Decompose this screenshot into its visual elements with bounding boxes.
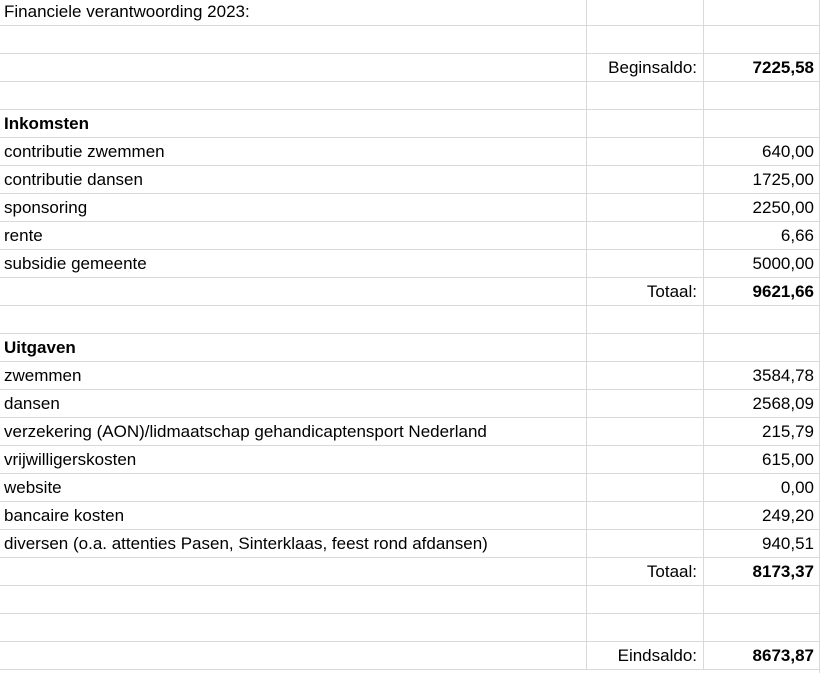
sheet-row [0, 250, 820, 278]
sheet-row [0, 54, 820, 82]
col-b-cell[interactable] [586, 474, 703, 501]
col-a-cell[interactable] [0, 614, 586, 641]
col-a-cell[interactable]: diversen (o.a. attenties Pasen, Sinterklaas, feest rond afdansen) [4, 534, 488, 553]
col-c-cell[interactable]: 8673,87 [703, 642, 819, 669]
col-a-cell[interactable]: subsidie gemeente [4, 254, 147, 273]
col-a-cell[interactable] [0, 642, 586, 669]
col-c-cell[interactable]: 8173,37 [703, 558, 819, 585]
sheet-row [0, 586, 820, 614]
col-b-cell[interactable] [586, 586, 703, 613]
col-a-cell[interactable] [0, 586, 586, 613]
col-c-cell[interactable]: 5000,00 [703, 250, 819, 277]
col-c-cell[interactable] [703, 586, 819, 613]
sheet-row [0, 306, 820, 334]
col-c-cell[interactable]: 7225,58 [703, 54, 819, 81]
col-b-cell[interactable] [586, 530, 703, 557]
col-c-cell[interactable]: 249,20 [703, 502, 819, 529]
sheet-row [0, 362, 820, 390]
col-c-cell[interactable]: 940,51 [703, 530, 819, 557]
col-b-cell[interactable]: Eindsaldo: [586, 642, 703, 669]
col-a-cell[interactable]: rente [4, 226, 43, 245]
col-a-cell[interactable]: contributie zwemmen [4, 142, 165, 161]
col-c-cell[interactable] [703, 306, 819, 333]
col-c-cell[interactable]: 0,00 [703, 474, 819, 501]
sheet-row [0, 278, 820, 306]
col-a-cell[interactable]: verzekering (AON)/lidmaatschap gehandicaptensport Nederland [4, 422, 487, 441]
sheet-row [0, 530, 820, 558]
col-b-cell[interactable] [586, 82, 703, 109]
col-a-cell[interactable]: zwemmen [4, 366, 82, 385]
sheet-row [0, 502, 820, 530]
sheet-row [0, 222, 820, 250]
col-a-cell[interactable] [0, 54, 586, 81]
col-a-cell[interactable]: contributie dansen [4, 170, 143, 189]
col-c-cell[interactable]: 9621,66 [703, 278, 819, 305]
col-a-cell[interactable] [0, 82, 586, 109]
sheet-row [0, 642, 820, 670]
col-c-cell[interactable]: 1725,00 [703, 166, 819, 193]
col-a-cell[interactable]: dansen [4, 394, 60, 413]
col-b-cell[interactable] [586, 26, 703, 53]
col-c-cell[interactable]: 6,66 [703, 222, 819, 249]
col-c-cell[interactable] [703, 334, 819, 361]
col-a-cell[interactable] [0, 26, 586, 53]
sheet-row [0, 418, 820, 446]
col-a-cell[interactable]: bancaire kosten [4, 506, 125, 525]
col-b-cell[interactable] [586, 418, 703, 445]
col-c-cell[interactable] [703, 110, 819, 137]
col-a-cell[interactable]: Financiele verantwoording 2023: [4, 2, 250, 21]
col-c-cell[interactable]: 215,79 [703, 418, 819, 445]
col-c-cell[interactable] [703, 26, 819, 53]
col-b-cell[interactable] [586, 138, 703, 165]
sheet-row [0, 390, 820, 418]
col-b-cell[interactable]: Totaal: [586, 558, 703, 585]
col-a-cell[interactable]: vrijwilligerskosten [4, 450, 137, 469]
sheet-row [0, 334, 820, 362]
sheet-row [0, 558, 820, 586]
col-c-cell[interactable] [703, 0, 819, 25]
col-b-cell[interactable]: Totaal: [586, 278, 703, 305]
col-c-cell[interactable]: 3584,78 [703, 362, 819, 389]
col-a-cell[interactable]: sponsoring [4, 198, 88, 217]
col-c-cell[interactable] [703, 614, 819, 641]
sheet-row [0, 474, 820, 502]
col-a-cell[interactable]: website [4, 478, 62, 497]
sheet-row [0, 82, 820, 110]
col-b-cell[interactable] [586, 222, 703, 249]
col-b-cell[interactable] [586, 306, 703, 333]
col-c-cell[interactable]: 640,00 [703, 138, 819, 165]
col-b-cell[interactable] [586, 614, 703, 641]
col-a-cell[interactable]: Inkomsten [4, 114, 90, 133]
sheet-row [0, 446, 820, 474]
col-a-cell[interactable] [0, 278, 586, 305]
col-a-cell[interactable] [0, 306, 586, 333]
sheet-row [0, 614, 820, 642]
col-c-cell[interactable]: 615,00 [703, 446, 819, 473]
col-b-cell[interactable] [586, 390, 703, 417]
col-b-cell[interactable] [586, 362, 703, 389]
col-c-cell[interactable]: 2250,00 [703, 194, 819, 221]
col-b-cell[interactable] [586, 0, 703, 25]
sheet-row [0, 110, 820, 138]
col-b-cell[interactable] [586, 334, 703, 361]
col-a-cell[interactable]: Uitgaven [4, 338, 76, 357]
sheet-row [0, 26, 820, 54]
sheet-row [0, 166, 820, 194]
sheet-row [0, 138, 820, 166]
col-b-cell[interactable] [586, 250, 703, 277]
col-b-cell[interactable] [586, 166, 703, 193]
sheet-row [0, 0, 820, 26]
col-c-cell[interactable] [703, 82, 819, 109]
col-c-cell[interactable]: 2568,09 [703, 390, 819, 417]
col-b-cell[interactable] [586, 110, 703, 137]
col-b-cell[interactable] [586, 502, 703, 529]
col-a-cell[interactable] [0, 558, 586, 585]
col-b-cell[interactable] [586, 194, 703, 221]
col-b-cell[interactable]: Beginsaldo: [586, 54, 703, 81]
col-b-cell[interactable] [586, 446, 703, 473]
sheet-row [0, 194, 820, 222]
